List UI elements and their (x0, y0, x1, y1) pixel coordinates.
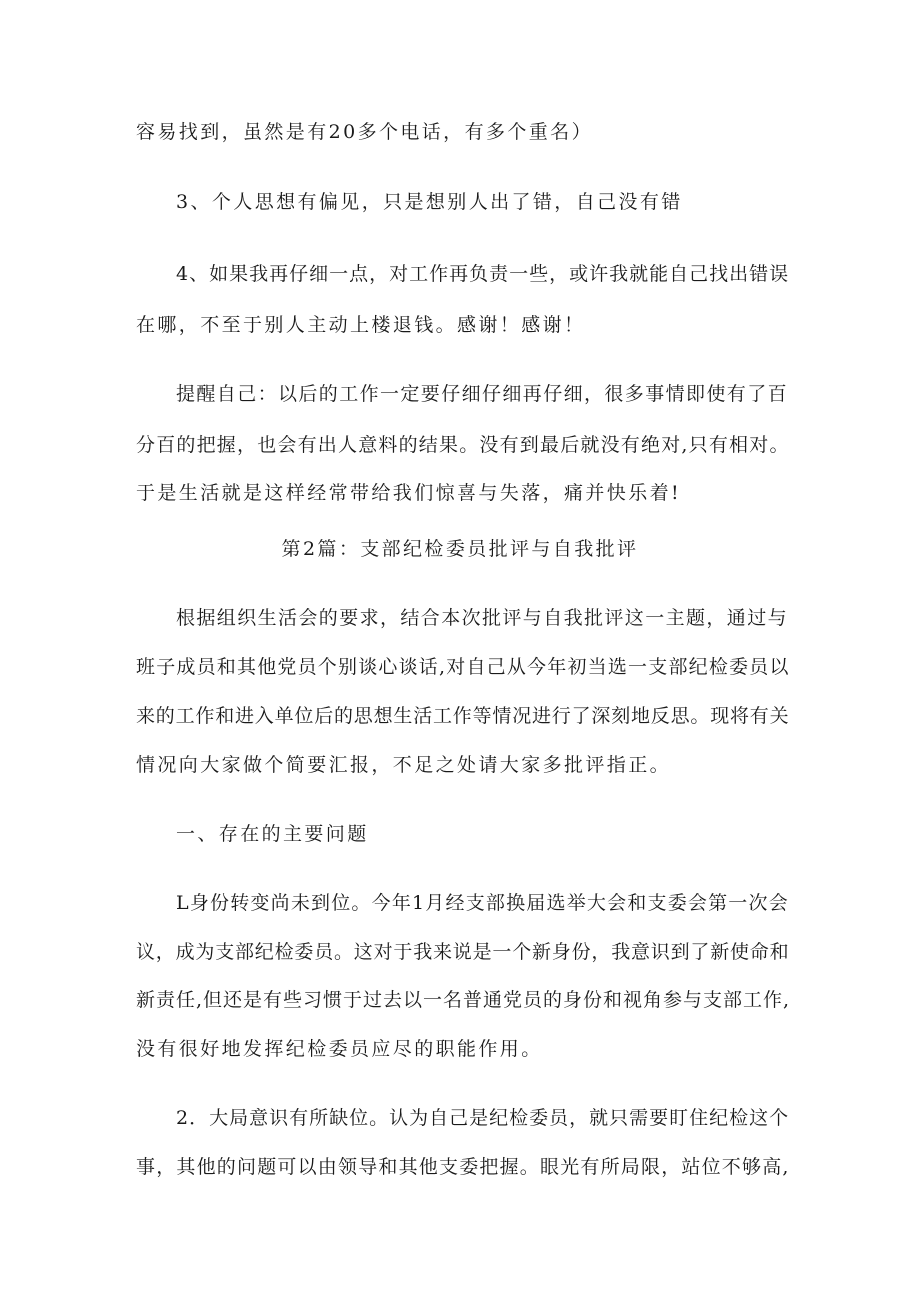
section-heading: 一、存在的主要问题 (176, 823, 369, 845)
reminder-line-1: 提醒自己：以后的工作一定要仔细仔细再仔细，很多事情即使有了百 (176, 383, 789, 405)
list-item-3: 3、个人思想有偏见，只是想别人出了错，自己没有错 (176, 191, 683, 213)
intro-line-4: 情况向大家做个简要汇报，不足之处请大家多批评指正。 (136, 754, 672, 776)
intro-line-1: 根据组织生活会的要求，结合本次批评与自我批评这一主题，通过与 (176, 607, 789, 629)
problem-2-line-1: 2．大局意识有所缺位。认为自己是纪检委员，就只需要盯住纪检这个 (176, 1107, 790, 1129)
problem-1-line-2: 议，成为支部纪检委员。这对于我来说是一个新身份，我意识到了新使命和 (136, 941, 790, 963)
section-title: 第2篇：支部纪检委员批评与自我批评 (281, 538, 639, 560)
problem-1-line-1: L身份转变尚未到位。今年1月经支部换届选举大会和支委会第一次会 (176, 892, 789, 914)
problem-1-line-3: 新责任,但还是有些习惯于过去以一名普通党员的身份和视角参与支部工作, (136, 989, 791, 1011)
reminder-line-2: 分百的把握，也会有出人意料的结果。没有到最后就没有绝对,只有相对。 (136, 434, 790, 456)
problem-2-line-2: 事，其他的问题可以由领导和其他支委把握。眼光有所局限，站位不够高, (136, 1156, 790, 1178)
intro-line-3: 来的工作和进入单位后的思想生活工作等情况进行了深刻地反思。现将有关 (136, 705, 790, 727)
problem-1-line-4: 没有很好地发挥纪检委员应尽的职能作用。 (136, 1038, 543, 1060)
reminder-line-3: 于是生活就是这样经常带给我们惊喜与失落，痛并快乐着! (136, 482, 682, 504)
list-item-4-line-2: 在哪，不至于别人主动上楼退钱。感谢！感谢！ (136, 314, 586, 336)
list-item-4-line-1: 4、如果我再仔细一点，对工作再负责一些，或许我就能自己找出错误 (176, 263, 790, 285)
intro-line-2: 班子成员和其他党员个别谈心谈话,对自己从今年初当选一支部纪检委员以 (136, 656, 790, 678)
paragraph-line: 容易找到，虽然是有20多个电话，有多个重名） (136, 121, 593, 143)
